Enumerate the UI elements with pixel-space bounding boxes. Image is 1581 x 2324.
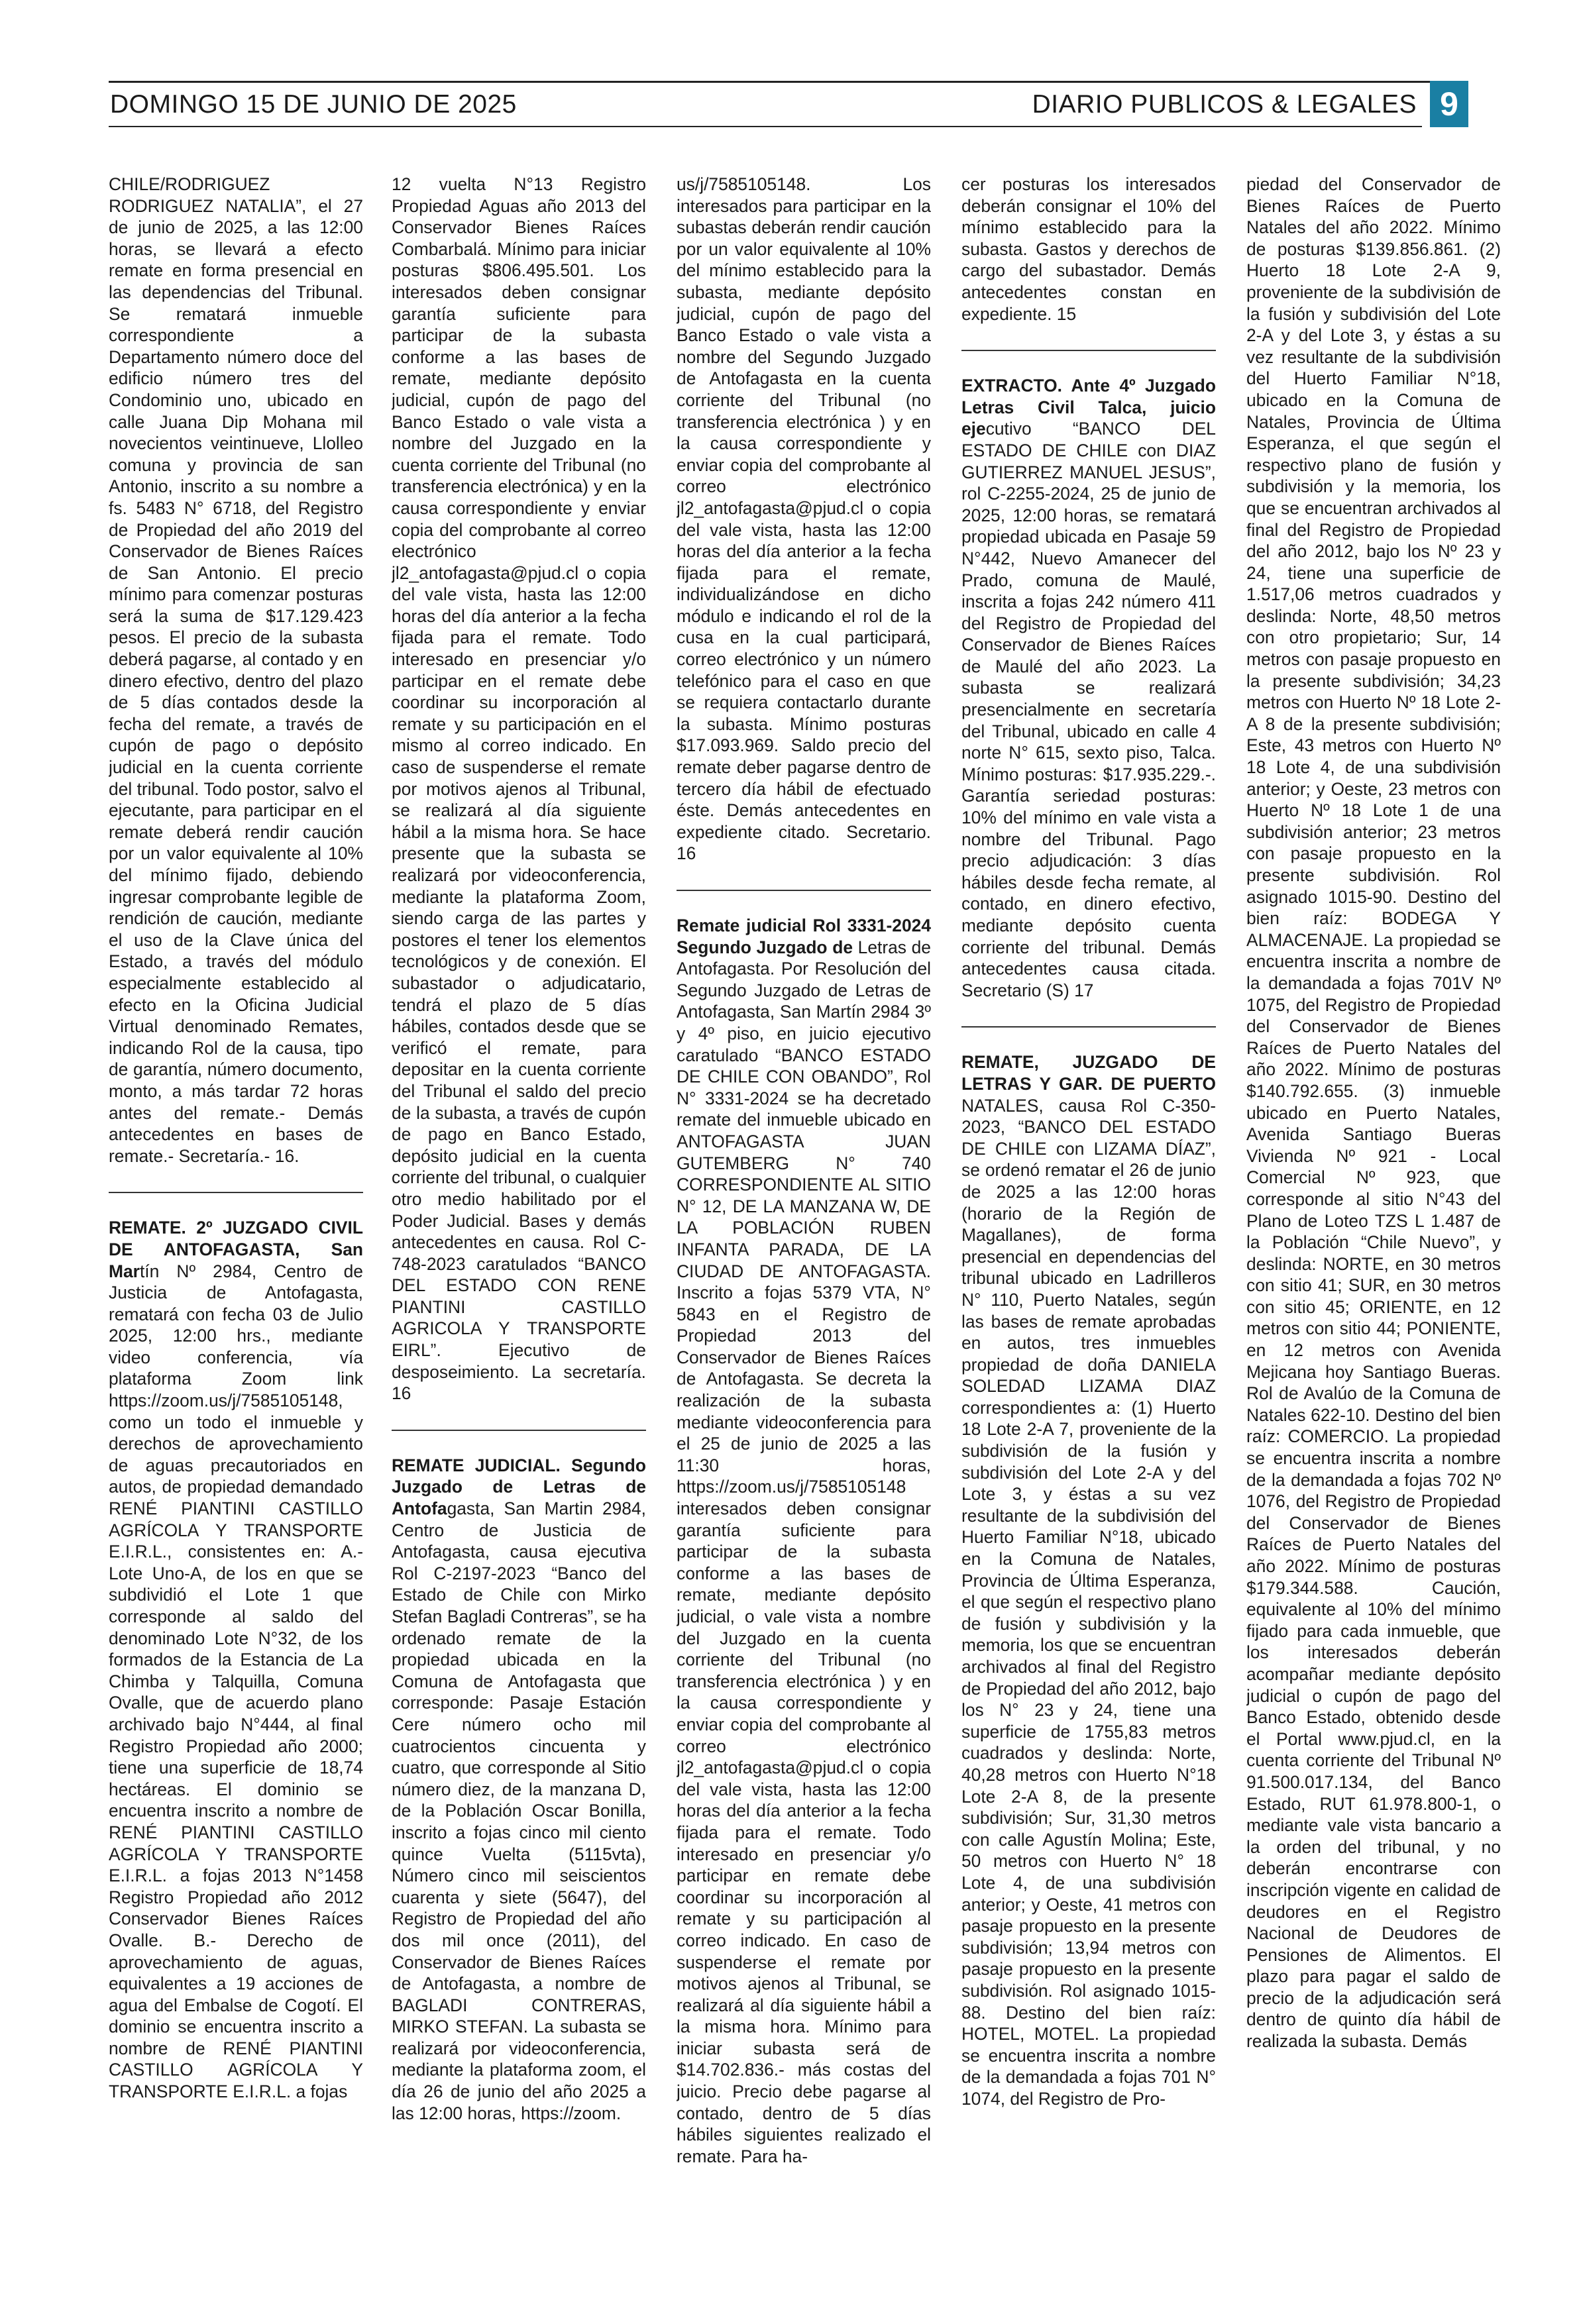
notice	[677, 915, 931, 2167]
notice-body: gasta, San Martin 2984, Centro de Justicia de Antofagasta, causa ejecutiva Rol C-2197-2023 “Banco del Estado de Chile con Mirko Stefan Bagladi Contreras”, se ha ordenado remate de la propiedad ubicada en la Comuna de Antofagasta que corresponde: Pasaje Estación Cere número ocho mil cuatrocientos cincuenta y cuatro, que corresponde al Sitio número diez, de la manzana D, de la Población Oscar Bonilla, inscrito a fojas cinco mil ciento quince Vuelta (5115vta), Número cinco mil seiscientos cuarenta y siete (5647), del Registro de Propiedad del año dos mil once (2011), del Conservador de Bienes Raíces de Antofagasta, a nombre de BAGLADI CONTRERAS, MIRKO STEFAN. La subasta se realizará por videoconferencia, mediante la plataforma zoom, el día 26 de junio del año 2025 a las 12:00 horas, https://zoom.	[392, 1499, 646, 2123]
page-header	[109, 81, 1468, 127]
notice-body: cutivo “BANCO DEL ESTADO DE CHILE con DIAZ GUTIERREZ MANUEL JESUS”, rol C-2255-2024, 25 de junio de 2025, 12:00 horas, se rematará propiedad ubicada en Pasaje 59 N°442, Nuevo Amanecer del Prado, comuna de Maulé, inscrita a fojas 242 número 411 del Registro de Propiedad del Conservador de Bienes Raíces de Maulé del año 2023. La subasta se realizará presencialmente en secretaría del Tribunal, ubicado en calle 4 norte N° 615, sexto piso, Talca. Mínimo posturas: $17.935.229.-. Garantía seriedad posturas: 10% del mínimo en vale vista a nombre del Tribunal. Pago precio adjudicación: 3 días hábiles desde fecha remate, al contado, en dinero efectivo, mediante depósito cuenta corriente del tribunal. Demás antecedentes causa citada. Secretario (S) 17	[961, 419, 1216, 1000]
notice-heading: REMATE. 2º JUZGADO CIVIL DE ANTOFAGASTA, San Mar	[109, 1218, 363, 1281]
notice-heading: EXTRACTO. Ante 4º Juzgado Letras Civil Talca, juicio eje	[961, 376, 1216, 439]
header-top-rule	[109, 81, 1468, 83]
notice-body: piedad del Conservador de Bienes Raíces de Puerto Natales del año 2022. Mínimo de posturas $139.856.861. (2) Huerto 18 Lote 2-A 9, proveniente de la subdivisión de la fusión y subdivisión del Lote 2-A y del Lote 3, y éstas a su vez resultante de la subdivisión del Huerto Familiar N°18, ubicado en la Comuna de Natales, Provincia de Última Esperanza, el que según el respectivo plano de fusión y subdivisión y la memoria, los que se encuentran archivados al final del Registro de Propiedad del año 2012, bajo los Nº 23 y 24, tiene una superficie de 1.517,06 metros cuadrados y deslinda: Norte, 48,50 metros con otro propietario; Sur, 14 metros con pasaje propuesto en la presente subdivisión; 34,23 metros con Huerto Nº 18 Lote 2-A 8 de la presente subdivisión; Este, 43 metros con Huerto Nº 18 Lote 4, de una subdivisión anterior; y Oeste, 23 metros con Huerto Nº 18 Lote 1 de una subdivisión anterior; 23 metros con pasaje propuesto en la presente subdivisión. Rol asignado 1015-90. Destino del bien raíz: BODEGA Y ALMACENAJE. La propiedad se encuentra inscrita a nombre de la demandada a fojas 701V Nº 1075, del Registro de Propiedad del Conservador de Bienes Raíces de Puerto Natales del año 2022. Mínimo de posturas $140.792.655. (3) inmueble ubicado en Puerto Natales, Avenida Santiago Bueras Vivienda Nº 921 - Local Comercial Nº 923, que corresponde al sitio N°43 del Plano de Loteo TZS L 1.487 de la Población “Chile Nuevo”, y deslinda: NORTE, en 30 metros con sitio 41; SUR, en 30 metros con sitio 45; ORIENTE, en 12 metros con sitio 44; PONIENTE, en 12 metros con Avenida Mejicana hoy Santiago Bueras. Rol de Avalúo de la Comuna de Natales 622-10. Destino del bien raíz: COMERCIO. La propiedad se encuentra inscrita a nombre de la demandada a fojas 702 Nº 1076, del Registro de Propiedad del Conservador de Bienes Raíces de Puerto Natales del año 2022. Mínimo de posturas $179.344.588. Caución, equivalente al 10% del mínimo fijado para cada inmueble, que los interesados deberán acompañar mediante depósito judicial o cupón de pago del Banco Estado, obtenido desde el Portal www.pjud.cl, en la cuenta corriente del Tribunal Nº 91.500.017.134, del Banco Estado, RUT 61.978.800-1, o mediante vale vista bancario a la orden del tribunal, y no deberán encontrarse con inscripción vigente en calidad de deudores en el Registro Nacional de Deudores de Pensiones de Alimentos. El plazo para pagar el saldo de precio de la adjudicación será dentro de quinto día hábil de realizada la subasta. Demás	[1246, 174, 1501, 2052]
notice-body: tín Nº 2984, Centro de Justicia de Antofagasta, rematará con fecha 03 de Julio 2025, 12:00 hrs., mediante video conferencia, vía plataforma Zoom link https://zoom.us/j/7585105148, como un todo el inmueble y derechos de aprovechamiento de aguas precautoriados en autos, de propiedad demandado RENÉ PIANTINI CASTILLO AGRÍCOLA Y TRANSPORTE E.I.R.L., consistentes en: A.- Lote Uno-A, de los en que se subdividió el Lote 1 que corresponde al saldo del denominado Lote N°32, de los formados de la Estancia de La Chimba y Talquilla, Comuna Ovalle, que de acuerdo plano archivado bajo N°444, al final Registro Propiedad año 2000; tiene una superficie de 18,74 hectáreas. El dominio se encuentra inscrito a nombre de RENÉ PIANTINI CASTILLO AGRÍCOLA Y TRANSPORTE E.I.R.L. a fojas 2013 N°1458 Registro Propiedad año 2012 Conservador Bienes Raíces Ovalle. B.- Derecho de aprovechamiento de aguas, equivalentes a 19 acciones de agua del Embalse de Cogotí. El dominio se encuentra inscrito a nombre de RENÉ PIANTINI CASTILLO AGRÍCOLA Y TRANSPORTE E.I.R.L. a fojas	[109, 1261, 363, 2102]
notice-separator	[961, 1026, 1216, 1028]
notice-separator	[392, 1430, 646, 1431]
notice-separator	[677, 890, 931, 891]
column-5	[1246, 174, 1501, 2280]
notice-separator	[109, 1192, 363, 1193]
page-number: 9	[1430, 81, 1468, 127]
notice-body: Letras de Antofagasta. Por Resolución del Segundo Juzgado de Letras de Antofagasta, San Martín 2984 3º y 4º piso, en juicio ejecutivo caratulado “BANCO ESTADO DE CHILE CON OBANDO”, Rol N° 3331-2024 se ha decretado remate del inmueble ubicado en ANTOFAGASTA JUAN GUTEMBERG N° 740 CORRESPONDIENTE AL SITIO N° 12, DE LA MANZANA W, DE LA POBLACIÓN RUBEN INFANTA PARADA, DE LA CIUDAD DE ANTOFAGASTA. Inscrito a fojas 5379 VTA, N° 5843 en el Registro de Propiedad 2013 del Conservador de Bienes Raíces de Antofagasta. Se decreta la realización de la subasta mediante videoconferencia para el 25 de junio de 2025 a las 11:30 horas, https://zoom.us/j/7585105148 interesados deben consignar garantía suficiente para participar de la subasta conforme a las bases de remate, mediante depósito judicial, o vale vista a nombre del Juzgado en la cuenta corriente del Tribunal (no transferencia electrónica ) y en la causa correspondiente y enviar copia del comprobante al correo electrónico jl2_antofagasta@pjud.cl o copia del vale vista, hasta las 12:00 horas del día anterior a la fecha fijada para el remate. Todo interesado en presenciar y/o participar en remate debe coordinar su incorporación al remate y su participación al correo indicado. En caso de suspenderse el remate por motivos ajenos al Tribunal, se realizará al día siguiente hábil a la misma hora. Mínimo para iniciar subasta será de $14.702.836.- más costas del juicio. Precio debe pagarse al contado, dentro de 5 días hábiles siguientes realizado el remate. Para ha-	[677, 937, 931, 2166]
column-3	[677, 174, 931, 2280]
newspaper-name: DIARIO PUBLICOS & LEGALES	[1032, 90, 1417, 119]
header-bottom-rule	[109, 126, 1422, 127]
notice-body: CHILE/RODRIGUEZ RODRIGUEZ NATALIA”, el 27 de junio de 2025, a las 12:00 horas, se llevará a efecto remate en forma presencial en las dependencias del Tribunal. Se rematará inmueble correspondiente a Departamento número doce del edificio número tres del Condominio uno, ubicado en calle Juana Dip Mohana mil novecientos veintinueve, Llolleo comuna y provincia de san Antonio, inscrito a su nombre a fs. 5483 N° 6718, del Registro de Propiedad del año 2019 del Conservador de Bienes Raíces de San Antonio. El precio mínimo para comenzar posturas será la suma de $17.129.423 pesos. El precio de la subasta deberá pagarse, al contado y en dinero efectivo, dentro del plazo de 5 días contados desde la fecha del remate, a través de cupón de pago o depósito judicial en la cuenta corriente del tribunal. Todo postor, salvo el ejecutante, para participar en el remate deberá rendir caución por un valor equivalente al 10% del mínimo fijado, debiendo ingresar comprobante legible de rendición de caución, mediante el uso de la Clave única del Estado, a través del módulo especialmente establecido al efecto en la Oficina Judicial Virtual denominado Remates, indicando Rol de la causa, tipo de garantía, número documento, monto, a más tardar 72 horas antes del remate.- Demás antecedentes en bases de remate.- Secretaría.- 16.	[109, 174, 363, 1166]
notice-heading: Remate judicial Rol 3331-2024 Segundo Juzgado de	[677, 916, 931, 957]
column-1	[109, 174, 363, 2280]
notice-body: 12 vuelta N°13 Registro Propiedad Aguas año 2013 del Conservador Bienes Raíces Combarbalá. Mínimo para iniciar posturas $806.495.501. Los interesados deben consignar garantía suficiente para participar de la subasta conforme a las bases de remate, mediante depósito judicial, cupón de pago del Banco Estado o vale vista a nombre del Juzgado en la cuenta corriente del Tribunal (no transferencia electrónica) y en la causa correspondiente y enviar copia del comprobante al correo electrónico jl2_antofagasta@pjud.cl o copia del vale vista, hasta las 12:00 horas del día anterior a la fecha fijada para el remate. Todo interesado en presenciar y/o participar en el remate debe coordinar su incorporación al remate y su participación en el mismo al correo indicado. En caso de suspenderse el remate por motivos ajenos al Tribunal, se realizará al día siguiente hábil a la misma hora. Se hace presente que la subasta se realizará por videoconferencia, mediante la plataforma Zoom, siendo carga de las partes y postores el tener los elementos tecnológicos y de conexión. El subastador o adjudicatario, tendrá el plazo de 5 días hábiles, contados desde que se verificó el remate, para depositar en la cuenta corriente del Tribunal el saldo del precio de la subasta, a través de cupón de pago en Banco Estado, depósito judicial en la cuenta corriente del tribunal, o cualquier otro medio habilitado por el Poder Judicial. Bases y demás antecedentes en causa. Rol C-748-2023 caratulados “BANCO DEL ESTADO CON RENE PIANTINI CASTILLO AGRICOLA Y TRANSPORTE EIRL”. Ejecutivo de desposeimiento. La secretaría. 16	[392, 174, 646, 1404]
column-4	[961, 174, 1216, 2280]
notice	[109, 1217, 363, 2102]
notice	[961, 375, 1216, 1001]
notice-heading: REMATE, JUZGADO DE LETRAS Y GAR. DE PUERTO	[961, 1052, 1216, 1094]
notice-body: us/j/7585105148. Los interesados para participar en la subastas deberán rendir caución por un valor equivalente al 10% del mínimo establecido para la subasta, mediante depósito judicial, cupón de pago del Banco Estado o vale vista a nombre del Segundo Juzgado de Antofagasta en la cuenta corriente del Tribunal (no transferencia electrónica ) y en la causa correspondiente y enviar copia del comprobante al correo electrónico jl2_antofagasta@pjud.cl o copia del vale vista, hasta las 12:00 horas del día anterior a la fecha fijada para el remate, individualizándose en dicho módulo e indicando el rol de la cusa en la cual participará, correo electrónico y un número telefónico para el caso en que se requiera contactarlo durante la subasta. Mínimo posturas $17.093.969. Saldo precio del remate deber pagarse dentro de tercero día hábil de efectuado éste. Demás antecedentes en expediente citado. Secretario. 16	[677, 174, 931, 864]
notice	[961, 1051, 1216, 2109]
notice	[392, 1455, 646, 2124]
notice-body: NATALES, causa Rol C-350-2023, “BANCO DEL ESTADO DE CHILE con LIZAMA DÍAZ”, se ordenó rematar el 26 de junio de 2025 a las 12:00 horas (horario de la Región de Magallanes), de forma presencial en dependencias del tribunal ubicado en Ladrilleros N° 110, Puerto Natales, según las bases de remate aprobadas en autos, tres inmuebles propiedad de doña DANIELA SOLEDAD LIZAMA DIAZ correspondientes a: (1) Huerto 18 Lote 2-A 7, proveniente de la subdivisión de la fusión y subdivisión del Lote 2-A y del Lote 3, y éstas a su vez resultante de la subdivisión del Huerto Familiar N°18, ubicado en la Comuna de Natales, Provincia de Última Esperanza, el que según el respectivo plano de fusión y subdivisión y la memoria, los que se encuentran archivados al final del Registro de Propiedad del año 2012, bajo los N° 23 y 24, tiene una superficie de 1755,83 metros cuadrados y deslinda: Norte, 40,28 metros con Huerto N°18 Lote 2-A 8, de la presente subdivisión; Sur, 31,30 metros con calle Agustín Molina; Este, 50 metros con Huerto N° 18 Lote 4, de una subdivisión anterior; y Oeste, 41 metros con pasaje propuesto en la presente subdivisión; 13,94 metros con pasaje propuesto en la presente subdivisión. Rol asignado 1015-88. Destino del bien raíz: HOTEL, MOTEL. La propiedad se encuentra inscrita a nombre de la demandada a fojas 701 N° 1074, del Registro de Pro-	[961, 1095, 1216, 2109]
issue-date: DOMINGO 15 DE JUNIO DE 2025	[110, 90, 517, 119]
notice-separator	[961, 350, 1216, 351]
notice-body: cer posturas los interesados deberán consignar el 10% del mínimo establecido para la subasta. Gastos y derechos de cargo del subastador. Demás antecedentes constan en expediente. 15	[961, 174, 1216, 324]
notice-heading: REMATE JUDICIAL. Segundo Juzgado de Letras de Antofa	[392, 1455, 646, 1519]
column-2	[392, 174, 646, 2280]
